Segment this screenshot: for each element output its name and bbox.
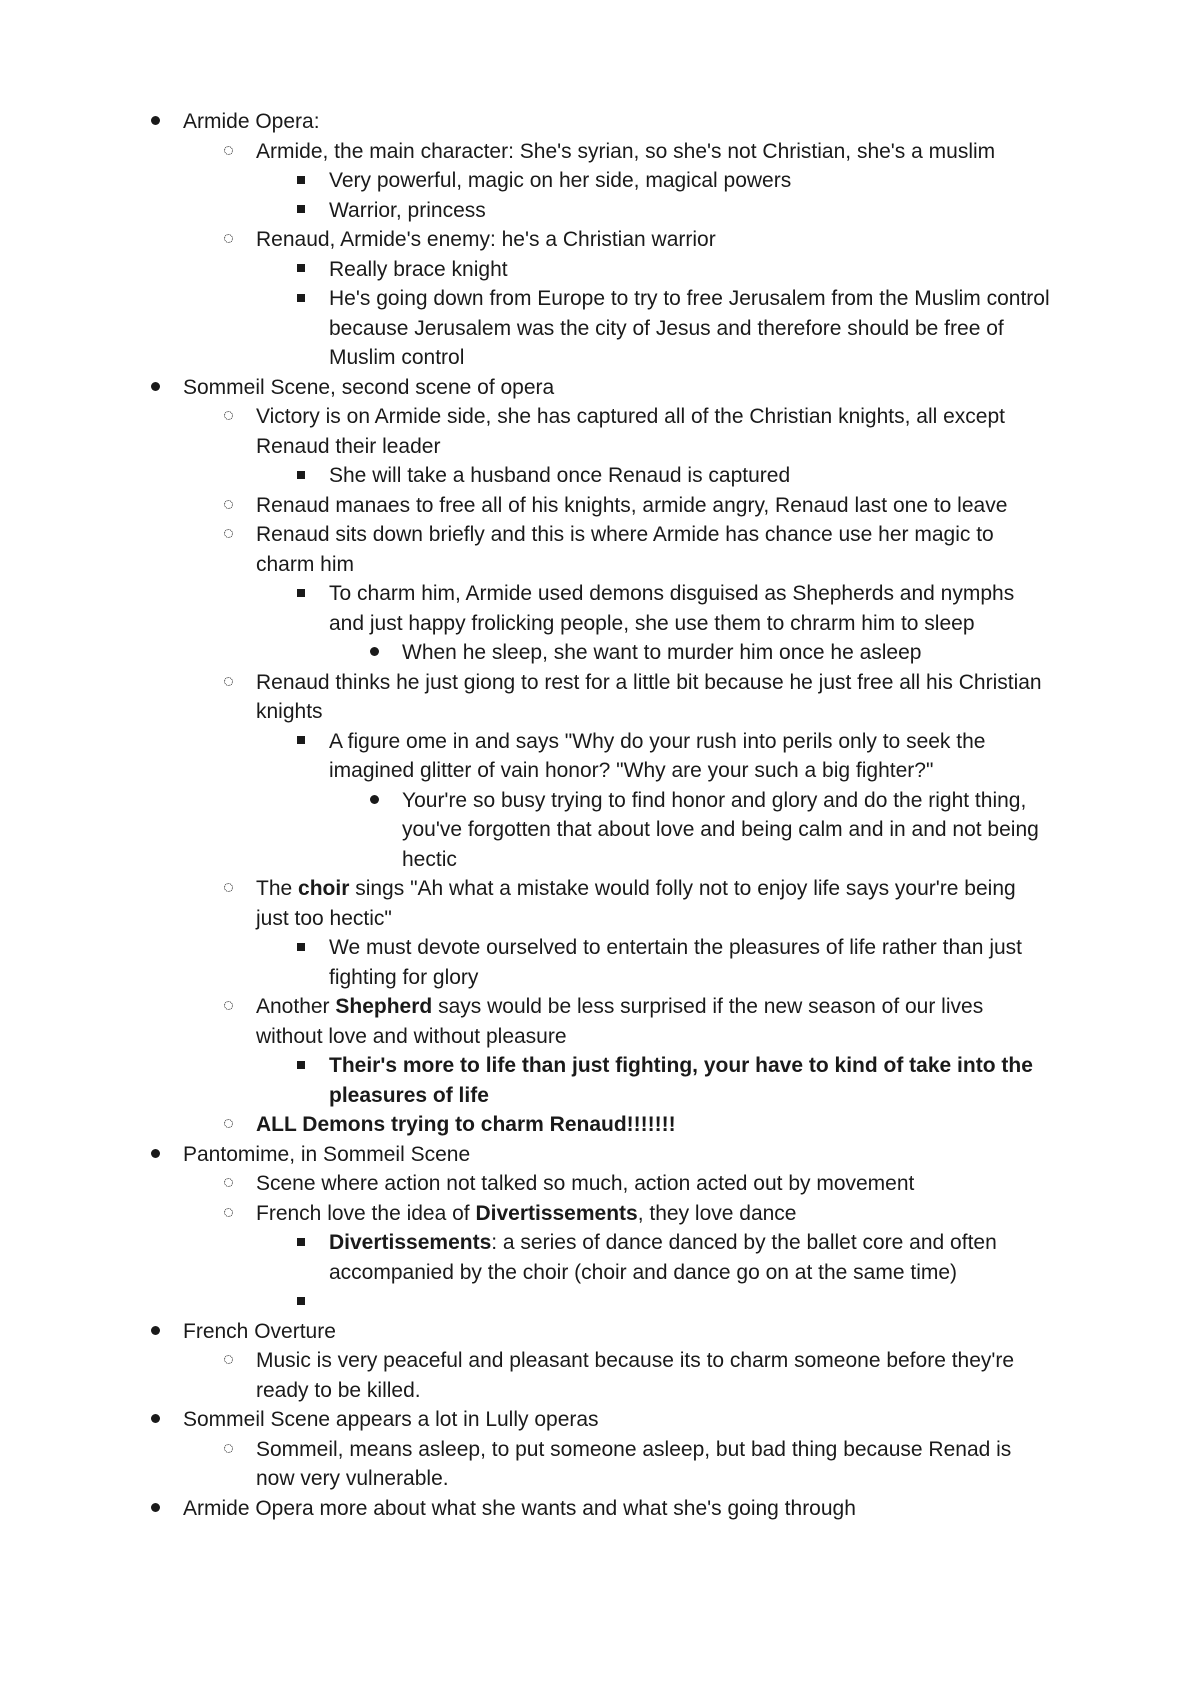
outline-item-level-2: [0, 196, 1200, 226]
outline-text: [183, 1408, 599, 1431]
text-run: you've forgotten that about love and being calm and in and not being: [402, 818, 1039, 841]
outline-text: [183, 110, 320, 133]
outline-text: [329, 1290, 335, 1313]
bullet-icon: [289, 284, 313, 314]
text-run: Armide Opera:: [183, 110, 320, 133]
bullet-icon: [216, 668, 240, 698]
text-run: Renaud thinks he just giong to rest for a little bit because he just free all his Christian: [256, 670, 1042, 694]
text-run: Really brace knight: [329, 257, 508, 281]
outline-text: [256, 1202, 797, 1225]
outline-item-level-3: [0, 786, 1200, 816]
outline-item-level-1: [0, 402, 1200, 432]
outline-item-level-1: [0, 491, 1200, 521]
outline-item-level-2: [0, 1228, 1200, 1258]
outline-text: [183, 1320, 336, 1343]
outline-line-continuation: [0, 343, 1200, 373]
outline-text: [329, 346, 464, 369]
outline-text: [329, 582, 1014, 605]
outline-line-continuation: [0, 1464, 1200, 1494]
outline-text: [329, 966, 478, 989]
outline-text: [329, 730, 985, 753]
outline-text: [329, 1231, 997, 1254]
outline-text: [329, 317, 1004, 340]
outline-text: [256, 877, 1016, 900]
bullet-icon: [289, 1287, 313, 1317]
outline-text: [256, 494, 1007, 517]
bullet-icon: [216, 992, 240, 1022]
bullet-icon: [143, 107, 167, 137]
outline-text: [256, 140, 995, 163]
outline-text: [329, 464, 790, 487]
text-run: knights: [256, 700, 323, 723]
outline-text: [183, 1143, 470, 1166]
outline-line-continuation: [0, 609, 1200, 639]
text-run: Renaud sits down briefly and this is where Armide has chance use her magic to: [256, 523, 994, 546]
outline-item-level-1: [0, 1199, 1200, 1229]
text-run: To charm him, Armide used demons disguised as Shepherds and nymphs: [329, 582, 1015, 605]
text-run: A figure ome in and says "Why do your rush into perils only to seek the: [329, 729, 986, 753]
bullet-icon: [216, 1110, 240, 1140]
bullet-icon: [143, 1140, 167, 1170]
bullet-icon: [143, 1317, 167, 1347]
outline-text: [256, 1379, 421, 1402]
outline-text: [329, 759, 933, 782]
bullet-icon: [289, 727, 313, 757]
outline-line-continuation: [0, 845, 1200, 875]
bullet-icon: [289, 461, 313, 491]
outline-item-level-3: [0, 638, 1200, 668]
outline-text: [183, 376, 554, 399]
outline-text: [256, 1172, 914, 1195]
bold-text-run: Divertissements: [475, 1201, 638, 1225]
outline-text: [329, 1054, 1033, 1077]
bullet-icon: [289, 1051, 313, 1081]
outline-text: [256, 1438, 1011, 1461]
outline-line-continuation: [0, 815, 1200, 845]
text-run: : a series of dance danced by the ballet core and often: [491, 1231, 997, 1254]
outline-item-level-0: [0, 107, 1200, 137]
text-run: because Jerusalem was the city of Jesus and therefore should be free of: [329, 316, 1004, 340]
outline-item-level-2: [0, 579, 1200, 609]
outline-text: [256, 1025, 567, 1048]
bold-text-run: Divertissements: [329, 1231, 492, 1254]
bullet-icon: [289, 166, 313, 196]
text-run: Warrior, princess: [329, 198, 486, 222]
text-run: Renaud manaes to free all of his knights, armide angry, Renaud last one to leave: [256, 493, 1008, 517]
outline-item-level-1: [0, 992, 1200, 1022]
text-run: Muslim control: [329, 346, 465, 369]
bullet-icon: [289, 1228, 313, 1258]
outline-item-level-1: [0, 668, 1200, 698]
outline-item-level-1: [0, 225, 1200, 255]
outline-text: [183, 1497, 856, 1520]
outline-item-level-2: [0, 166, 1200, 196]
text-run: accompanied by the choir (choir and dance go on at the same time): [329, 1260, 958, 1284]
outline-item-level-2: [0, 1287, 1200, 1317]
outline-item-level-1: [0, 1346, 1200, 1376]
outline-item-level-1: [0, 137, 1200, 167]
text-run: Sommeil Scene appears a lot in Lully operas: [183, 1408, 599, 1431]
bold-text-run: choir: [298, 877, 350, 900]
text-run: Sommeil, means asleep, to put someone asleep, but bad thing because Renad is: [256, 1437, 1012, 1461]
bullet-icon: [289, 196, 313, 226]
bold-text-run: Their's more to life than just fighting, your have to kind of take into the: [329, 1054, 1033, 1077]
outline-item-level-1: [0, 1435, 1200, 1465]
outline-text: [256, 405, 1005, 428]
outline-text: [402, 789, 1026, 812]
outline-item-level-2: [0, 284, 1200, 314]
outline-item-level-1: [0, 1110, 1200, 1140]
outline-line-continuation: [0, 550, 1200, 580]
bullet-icon: [362, 638, 386, 668]
text-run: Very powerful, magic on her side, magical powers: [329, 169, 792, 192]
outline-item-level-2: [0, 727, 1200, 757]
outline-item-level-0: [0, 1140, 1200, 1170]
outline-item-level-0: [0, 373, 1200, 403]
outline-text: [256, 435, 440, 458]
text-run: , they love dance: [637, 1201, 797, 1225]
notes-document: [0, 107, 1200, 1523]
bold-text-run: pleasures of life: [329, 1083, 489, 1107]
bullet-icon: [216, 225, 240, 255]
outline-text: [256, 700, 323, 723]
bullet-icon: [216, 520, 240, 550]
text-run: Your're so busy trying to find honor and glory and do the right thing,: [402, 788, 1027, 812]
outline-text: [256, 1467, 449, 1490]
text-run: Renaud their leader: [256, 434, 441, 458]
text-run: She will take a husband once Renaud is captured: [329, 464, 791, 487]
outline-line-continuation: [0, 1376, 1200, 1406]
bullet-icon: [143, 1405, 167, 1435]
outline-text: [256, 553, 354, 576]
outline-line-continuation: [0, 1022, 1200, 1052]
text-run: without love and without pleasure: [256, 1024, 567, 1048]
outline-item-level-2: [0, 933, 1200, 963]
text-run: Victory is on Armide side, she has captured all of the Christian knights, all except: [256, 405, 1005, 428]
outline-line-continuation: [0, 963, 1200, 993]
text-run: Another: [256, 995, 336, 1018]
outline-line-continuation: [0, 432, 1200, 462]
outline-line-continuation: [0, 756, 1200, 786]
text-run: Music is very peaceful and pleasant because its to charm someone before they're: [256, 1349, 1015, 1372]
outline-item-level-0: [0, 1405, 1200, 1435]
outline-item-level-2: [0, 461, 1200, 491]
text-run: just too hectic": [256, 906, 392, 930]
bold-text-run: Shepherd: [335, 995, 433, 1018]
outline-text: [329, 1261, 957, 1284]
text-run: Armide, the main character: She's syrian, so she's not Christian, she's a muslim: [256, 139, 996, 163]
bullet-icon: [216, 1199, 240, 1229]
outline-text: [329, 258, 508, 281]
text-run: charm him: [256, 552, 355, 576]
outline-text: [329, 936, 1022, 959]
bullet-icon: [289, 933, 313, 963]
bullet-icon: [216, 1346, 240, 1376]
bullet-icon: [216, 491, 240, 521]
text-run: and just happy frolicking people, she use them to chrarm him to sleep: [329, 611, 975, 635]
text-run: says would be less surprised if the new season of our lives: [432, 995, 984, 1018]
text-run: French love the idea of: [256, 1201, 476, 1225]
bullet-icon: [216, 874, 240, 904]
outline-text: [329, 287, 1050, 310]
outline-text: [329, 199, 486, 222]
text-run: Sommeil Scene, second scene of opera: [183, 375, 555, 399]
text-run: hectic: [402, 847, 457, 871]
outline-line-continuation: [0, 1258, 1200, 1288]
outline-item-level-1: [0, 1169, 1200, 1199]
text-run: Scene where action not talked so much, action acted out by movement: [256, 1172, 915, 1195]
outline-text: [402, 848, 457, 871]
outline-text: [329, 612, 975, 635]
text-run: French Overture: [183, 1319, 336, 1343]
bullet-icon: [216, 1435, 240, 1465]
text-run: imagined glitter of vain honor? "Why are your such a big fighter?": [329, 759, 934, 782]
text-run: Pantomime, in Sommeil Scene: [183, 1142, 471, 1166]
bullet-icon: [362, 786, 386, 816]
outline-text: [402, 641, 921, 664]
bullet-icon: [289, 255, 313, 285]
bullet-icon: [216, 137, 240, 167]
outline-text: [256, 1349, 1014, 1372]
text-run: The: [256, 877, 299, 900]
outline-text: [256, 671, 1042, 694]
outline-item-level-2: [0, 1051, 1200, 1081]
outline-text: [329, 169, 791, 192]
outline-line-continuation: [0, 697, 1200, 727]
bullet-icon: [216, 402, 240, 432]
outline-text: [256, 1113, 676, 1136]
bullet-icon: [143, 373, 167, 403]
text-run: Armide Opera more about what she wants and what she's going through: [183, 1496, 856, 1520]
bullet-icon: [143, 1494, 167, 1524]
outline-text: [329, 1084, 489, 1107]
outline-item-level-0: [0, 1317, 1200, 1347]
text-run: He's going down from Europe to try to free Jerusalem from the Muslim control: [329, 287, 1050, 310]
outline-text: [256, 523, 994, 546]
outline-line-continuation: [0, 1081, 1200, 1111]
outline-item-level-0: [0, 1494, 1200, 1524]
bullet-icon: [289, 579, 313, 609]
text-run: When he sleep, she want to murder him once he asleep: [402, 641, 922, 664]
text-run: fighting for glory: [329, 965, 479, 989]
outline-item-level-1: [0, 874, 1200, 904]
text-run: We must devote ourselved to entertain the pleasures of life rather than just: [329, 936, 1022, 959]
outline-text: [402, 818, 1039, 841]
outline-text: [256, 907, 392, 930]
outline-text: [256, 228, 716, 251]
text-run: sings "Ah what a mistake would folly not to enjoy life says your're being: [349, 877, 1016, 900]
outline-text: [256, 995, 983, 1018]
text-run: now very vulnerable.: [256, 1467, 449, 1490]
text-run: ready to be killed.: [256, 1378, 421, 1402]
outline-line-continuation: [0, 314, 1200, 344]
outline-item-level-2: [0, 255, 1200, 285]
bullet-icon: [216, 1169, 240, 1199]
outline-line-continuation: [0, 904, 1200, 934]
bold-text-run: ALL Demons trying to charm Renaud!!!!!!!: [256, 1113, 676, 1136]
text-run: Renaud, Armide's enemy: he's a Christian warrior: [256, 228, 716, 251]
outline-item-level-1: [0, 520, 1200, 550]
